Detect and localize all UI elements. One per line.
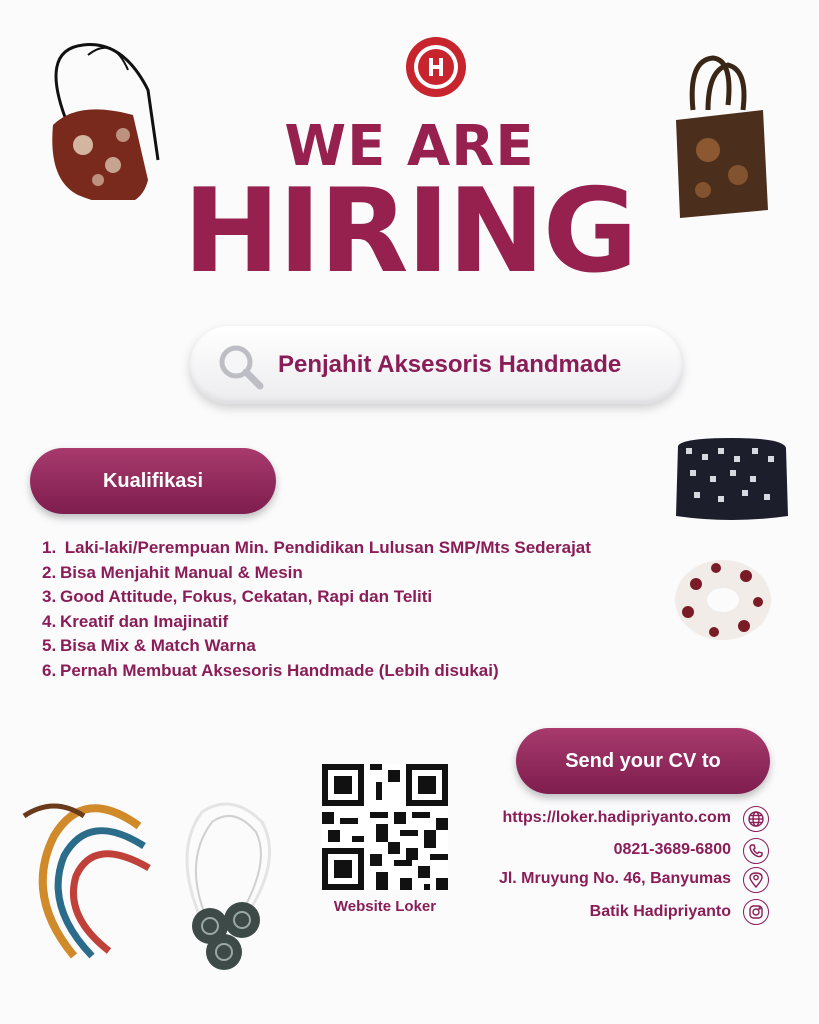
- batik-pouch-image: [672, 434, 794, 524]
- website-link[interactable]: https://loker.hadipriyanto.com: [502, 809, 731, 826]
- phone-number[interactable]: 0821-3689-6800: [613, 841, 731, 858]
- location-pin-icon: [743, 867, 769, 893]
- qr-code-label: Website Loker: [333, 898, 437, 915]
- qualification-item: 3. Good Attitude, Fokus, Cekatan, Rapi dan Teliti: [42, 587, 433, 606]
- qualification-item: 4. Kreatif dan Imajinatif: [42, 611, 229, 631]
- search-icon: [214, 340, 268, 394]
- brand-logo: [405, 36, 467, 98]
- qualifications-list: [42, 536, 591, 683]
- batik-headbands-image: [14, 776, 159, 966]
- job-title: Penjahit Aksesoris Handmade: [278, 351, 622, 378]
- headline-we-are: WE ARE: [284, 114, 535, 179]
- website-qr-code[interactable]: [322, 764, 448, 890]
- qualification-item: 1. Laki-laki/Perempuan Min. Pendidikan Lulusan SMP/Mts Sederajat: [42, 538, 591, 557]
- address-text: Jl. Mruyung No. 46, Banyumas: [498, 870, 731, 887]
- flower-lanyard-image: [172, 792, 284, 982]
- send-cv-heading: Send your CV to: [516, 728, 770, 794]
- qualifications-heading: Kualifikasi: [30, 448, 276, 514]
- instagram-handle[interactable]: Batik Hadipriyanto: [589, 903, 731, 920]
- qualification-item: 6. Pernah Membuat Aksesoris Handmade (Lebih disukai): [42, 660, 499, 680]
- headline-hiring: HIRING: [182, 164, 637, 299]
- qualification-item: 2. Bisa Menjahit Manual & Mesin: [42, 562, 303, 582]
- instagram-icon: [743, 899, 769, 925]
- globe-icon: [743, 806, 769, 832]
- scrunchie-image: [668, 550, 778, 650]
- qualification-item: 5. Bisa Mix & Match Warna: [42, 636, 256, 655]
- phone-icon: [743, 838, 769, 864]
